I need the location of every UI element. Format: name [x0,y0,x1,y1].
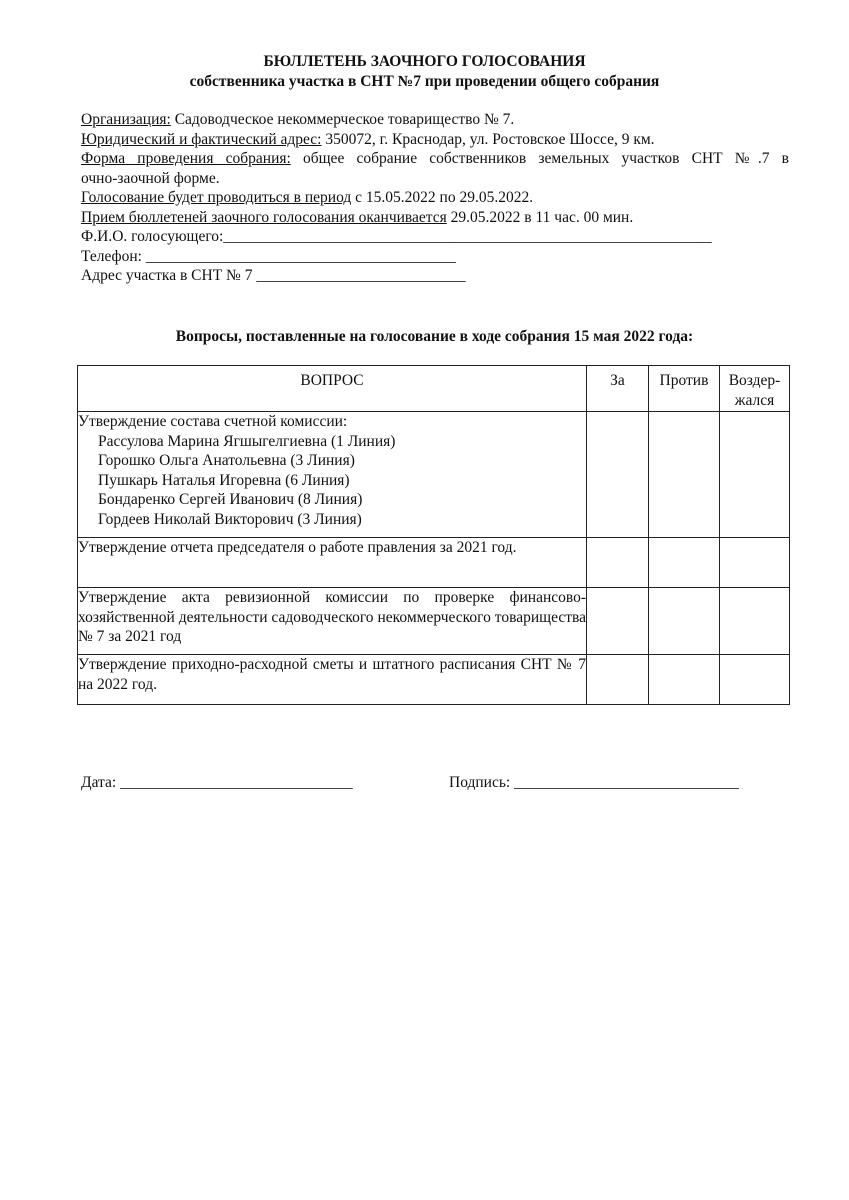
question-cell [78,538,587,588]
document-subtitle: собственника участка в СНТ №7 при проведении общего собрания [189,73,660,90]
table-header-row [78,366,790,412]
table-row [78,655,790,705]
vote-abstain-cell[interactable] [720,588,790,655]
commission-member: Бондаренко Сергей Иванович (8 Линия) [98,491,363,508]
deadline-line [81,208,789,228]
form-value: общее собрание собственников земельных участков СНТ №.7 в [290,150,790,167]
vote-for-cell[interactable] [587,538,649,588]
vote-abstain-cell[interactable] [720,538,790,588]
vote-for-cell[interactable] [587,588,649,655]
commission-member: Горошко Ольга Анатольевна (3 Линия) [98,452,355,469]
organization-value: Садоводческое некоммерческое товарищество № 7. [170,111,515,128]
voter-name-field[interactable]: Ф.И.О. голосующего:_______________________________________________________________ [81,228,712,245]
plot-address-field[interactable]: Адрес участка в СНТ № 7 ___________________________ [81,267,466,284]
question-text: Утверждение приходно-расходной сметы и штатного расписания СНТ № 7 на 2022 год. [78,656,586,693]
question-cell [78,412,587,538]
table-row [78,588,790,655]
table-row [78,538,790,588]
vote-for-cell[interactable] [587,412,649,538]
header-against: Против [649,366,720,412]
form-line-continued: очно-заочной форме. [81,169,220,187]
header-abstain [720,366,790,412]
header-for: За [587,366,649,412]
question-cell [78,588,587,655]
question-text: Утверждение состава счетной комиссии: [78,413,348,430]
document-title: БЮЛЛЕТЕНЬ ЗАОЧНОГО ГОЛОСОВАНИЯ [263,53,586,70]
signature-field[interactable]: Подпись: _____________________________ [449,774,739,791]
form-line [81,149,789,169]
deadline-value: 29.05.2022 в 11 час. 00 мин. [446,208,634,226]
date-field[interactable]: Дата: ______________________________ [81,774,353,791]
period-label: Голосование будет проводиться в период [81,189,352,206]
vote-against-cell[interactable] [649,655,720,705]
header-abstain-line1: Воздер- [728,372,781,389]
phone-field[interactable]: Телефон: ________________________________________ [81,247,456,265]
voting-table [77,365,790,705]
question-cell [78,655,587,705]
commission-member: Рассулова Марина Ягшыгелгиевна (1 Линия) [98,432,396,450]
address-label: Юридический и фактический адрес: [81,130,322,148]
vote-for-cell[interactable] [587,655,649,705]
form-label: Форма проведения собрания: [81,150,291,167]
period-value: с 15.05.2022 по 29.05.2022. [351,189,534,206]
meeting-info [81,110,789,286]
vote-against-cell[interactable] [649,588,720,655]
vote-abstain-cell[interactable] [720,412,790,538]
address-line [81,130,789,150]
deadline-label: Прием бюллетеней заочного голосования оканчивается [81,208,447,226]
vote-against-cell[interactable] [649,412,720,538]
table-row [78,412,790,538]
organization-label: Организация: [81,111,171,128]
commission-member: Пушкарь Наталья Игоревна (6 Линия) [98,471,350,489]
vote-abstain-cell[interactable] [720,655,790,705]
header-question: ВОПРОС [78,366,587,412]
commission-member: Гордеев Николай Викторович (3 Линия) [98,510,362,528]
questions-heading: Вопросы, поставленные на голосование в ходе собрания 15 мая 2022 года: [175,328,694,345]
period-line [81,188,789,208]
header-abstain-line2: жался [734,391,775,409]
organization-line [81,110,789,130]
address-value: 350072, г. Краснодар, ул. Ростовское Шоссе, 9 км. [321,130,655,148]
question-text: Утверждение отчета председателя о работе правления за 2021 год. [78,539,517,556]
vote-against-cell[interactable] [649,538,720,588]
question-text: Утверждение акта ревизионной комиссии по проверке финансово-хозяйственной деятельности садоводческого некоммерческого товарищества № 7 за 2021 год [78,589,586,645]
